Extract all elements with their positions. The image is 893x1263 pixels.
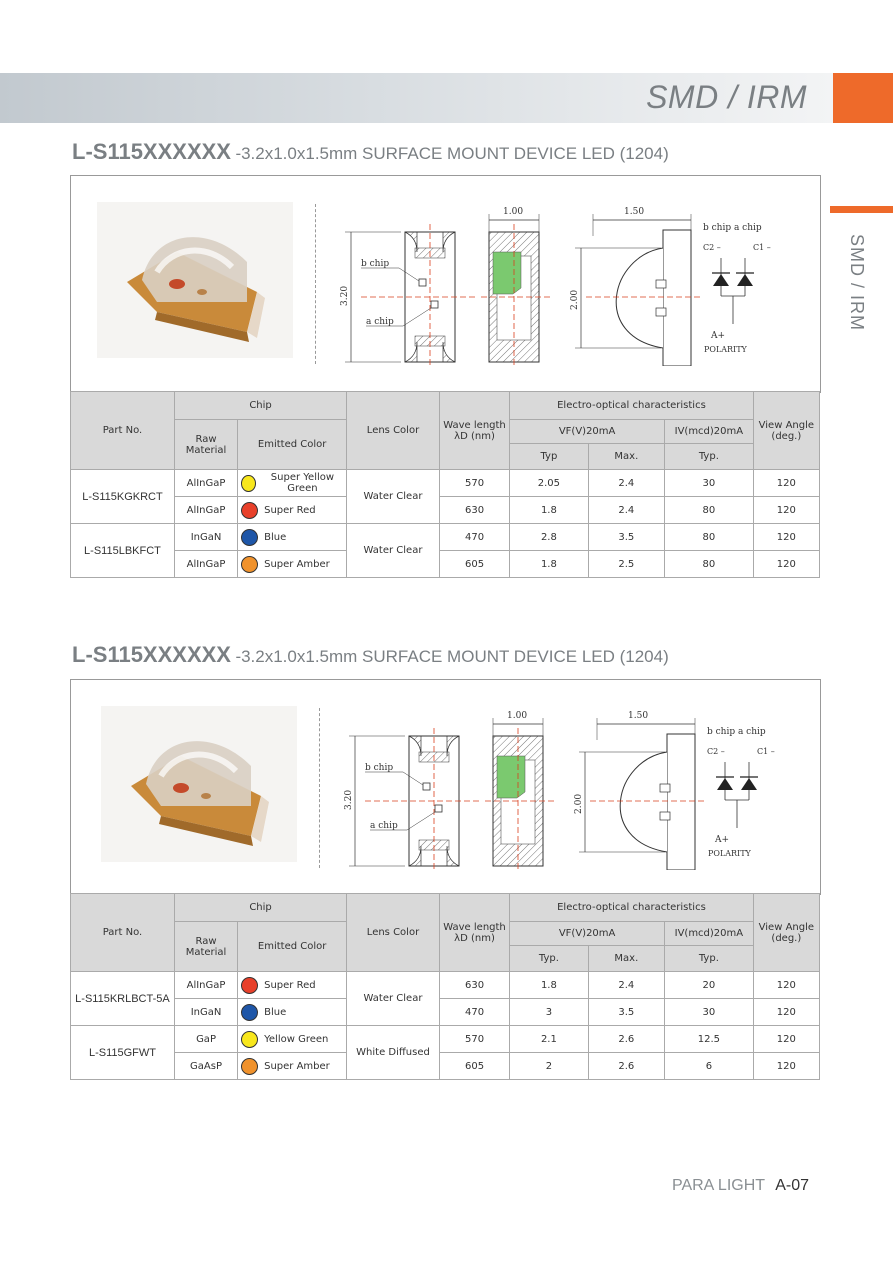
header-vf: VF(V)20mA	[510, 420, 665, 444]
section-description: -3.2x1.0x1.5mm SURFACE MOUNT DEVICE LED (1204)	[235, 647, 669, 666]
label-c1: C1 –	[753, 243, 771, 252]
color-dot-icon	[241, 475, 256, 492]
dim-height: 2.00	[574, 793, 584, 814]
vf-typ: 1.8	[510, 497, 588, 524]
header-wavelength: Wave length λD (nm)	[439, 894, 509, 972]
header-title: SMD / IRM	[646, 79, 807, 115]
label-b-chip: b chip	[365, 763, 394, 773]
raw-material: GaP	[174, 1026, 237, 1053]
label-c2: C2 –	[703, 243, 721, 252]
section-description: -3.2x1.0x1.5mm SURFACE MOUNT DEVICE LED (1204)	[235, 144, 669, 163]
header-electro-optical: Electro-optical characteristics	[510, 392, 754, 420]
raw-material: AlInGaP	[174, 551, 237, 578]
spec-table	[70, 893, 820, 1080]
dim-width: 1.00	[503, 207, 524, 217]
iv-typ: 30	[665, 999, 754, 1026]
lens-color: Water Clear	[347, 524, 440, 578]
color-name: Super Yellow Green	[270, 472, 335, 494]
header-iv-typ: Typ.	[665, 946, 754, 972]
dim-length: 3.20	[340, 285, 350, 306]
drawing-panel	[70, 175, 821, 393]
lens-color: White Diffused	[347, 1026, 440, 1080]
section-title	[72, 642, 669, 668]
raw-material: GaAsP	[174, 1053, 237, 1080]
iv-typ: 80	[665, 551, 754, 578]
label-a-chip: a chip	[366, 317, 394, 327]
section-part-series: L-S115XXXXXX	[72, 139, 231, 164]
iv-typ: 6	[665, 1053, 754, 1080]
view-angle: 120	[753, 1026, 819, 1053]
side-accent	[830, 206, 893, 213]
diode-b-icon	[713, 274, 729, 286]
led-photo	[97, 202, 293, 358]
header-lens-color: Lens Color	[347, 894, 440, 972]
header-vf-max: Max.	[588, 444, 664, 470]
diode-a-icon	[741, 778, 757, 790]
label-polarity: POLARITY	[704, 345, 747, 354]
view-angle: 120	[753, 497, 819, 524]
vf-max: 3.5	[588, 999, 664, 1026]
raw-material: AlInGaP	[174, 497, 237, 524]
header-iv: IV(mcd)20mA	[665, 420, 754, 444]
iv-typ: 30	[665, 470, 754, 497]
color-name: Blue	[264, 1006, 287, 1018]
part-number: L-S115LBKFCT	[71, 524, 175, 578]
drawing-panel	[70, 679, 821, 895]
header-emitted-color: Emitted Color	[238, 922, 347, 972]
color-name: Super Red	[264, 979, 316, 991]
header-vf-typ: Typ	[510, 444, 588, 470]
raw-material: InGaN	[174, 999, 237, 1026]
color-dot-icon	[241, 1004, 258, 1021]
vf-typ: 2.8	[510, 524, 588, 551]
vf-max: 2.6	[588, 1026, 664, 1053]
iv-typ: 80	[665, 497, 754, 524]
color-dot-icon	[241, 556, 258, 573]
part-number: L-S115GFWT	[71, 1026, 175, 1080]
color-name: Yellow Green	[264, 1033, 329, 1045]
header-accent	[833, 73, 893, 123]
vf-max: 2.4	[588, 497, 664, 524]
circuit-title: b chip a chip	[703, 223, 762, 233]
emitted-color	[238, 470, 347, 497]
color-dot-icon	[241, 502, 258, 519]
circuit-title: b chip a chip	[707, 727, 766, 737]
emitted-color	[238, 497, 347, 524]
view-angle: 120	[753, 470, 819, 497]
page-number: A-07	[775, 1177, 809, 1194]
dim-depth: 1.50	[624, 207, 645, 217]
color-dot-icon	[241, 1058, 258, 1075]
section-part-series: L-S115XXXXXX	[72, 642, 231, 667]
table-row	[71, 497, 820, 524]
vf-typ: 3	[510, 999, 588, 1026]
table-row	[71, 524, 820, 551]
header-emitted-color: Emitted Color	[238, 420, 347, 470]
wavelength: 630	[439, 972, 509, 999]
vf-typ: 2	[510, 1053, 588, 1080]
table-row	[71, 1053, 820, 1080]
header-chip: Chip	[174, 392, 346, 420]
iv-typ: 12.5	[665, 1026, 754, 1053]
wavelength: 470	[439, 999, 509, 1026]
emitted-color	[238, 999, 347, 1026]
header-view-angle: View Angle (deg.)	[753, 392, 819, 470]
emitted-color	[238, 1026, 347, 1053]
view-angle: 120	[753, 999, 819, 1026]
emitted-color	[238, 551, 347, 578]
table-row	[71, 972, 820, 999]
color-name: Blue	[264, 531, 287, 543]
dim-depth: 1.50	[628, 711, 649, 721]
header-iv-typ: Typ.	[665, 444, 754, 470]
wavelength: 570	[439, 470, 509, 497]
header-iv: IV(mcd)20mA	[665, 922, 754, 946]
color-name: Super Amber	[264, 1060, 330, 1072]
vf-max: 2.5	[588, 551, 664, 578]
wavelength: 630	[439, 497, 509, 524]
table-row	[71, 551, 820, 578]
label-c1: C1 –	[757, 747, 775, 756]
vf-typ: 2.05	[510, 470, 588, 497]
dim-width: 1.00	[507, 711, 528, 721]
raw-material: AlInGaP	[174, 972, 237, 999]
table-row	[71, 1026, 820, 1053]
header-vf: VF(V)20mA	[510, 922, 665, 946]
wavelength: 470	[439, 524, 509, 551]
label-b-chip: b chip	[361, 259, 390, 269]
iv-typ: 80	[665, 524, 754, 551]
color-dot-icon	[241, 1031, 258, 1048]
header-view-angle: View Angle (deg.)	[753, 894, 819, 972]
side-label: SMD / IRM	[847, 234, 867, 331]
section-title	[72, 139, 669, 165]
led-photo	[101, 706, 297, 862]
emitted-color	[238, 524, 347, 551]
part-number: L-S115KRLBCT-5A	[71, 972, 175, 1026]
header-chip: Chip	[174, 894, 346, 922]
header-wavelength: Wave length λD (nm)	[439, 392, 509, 470]
led-photo-frame	[97, 202, 293, 358]
color-dot-icon	[241, 977, 258, 994]
header-lens-color: Lens Color	[347, 392, 440, 470]
diode-b-icon	[717, 778, 733, 790]
lens-color: Water Clear	[347, 470, 440, 524]
wavelength: 570	[439, 1026, 509, 1053]
vf-typ: 2.1	[510, 1026, 588, 1053]
label-c2: C2 –	[707, 747, 725, 756]
footer-brand: PARA LIGHT	[671, 1177, 765, 1194]
package-drawing	[311, 186, 791, 366]
vf-typ: 1.8	[510, 551, 588, 578]
vf-typ: 1.8	[510, 972, 588, 999]
header-band	[0, 73, 833, 123]
drawing-area	[311, 186, 791, 370]
iv-typ: 20	[665, 972, 754, 999]
diode-a-icon	[737, 274, 753, 286]
spec-table	[70, 391, 820, 578]
header-raw-material: Raw Material	[174, 922, 237, 972]
label-a-chip: a chip	[370, 821, 398, 831]
dim-height: 2.00	[570, 289, 580, 310]
header-part-no: Part No.	[71, 894, 175, 972]
dim-length: 3.20	[344, 789, 354, 810]
header-electro-optical: Electro-optical characteristics	[510, 894, 754, 922]
header-vf-typ: Typ.	[510, 946, 588, 972]
wavelength: 605	[439, 551, 509, 578]
header-raw-material: Raw Material	[174, 420, 237, 470]
lens-color: Water Clear	[347, 972, 440, 1026]
wavelength: 605	[439, 1053, 509, 1080]
label-polarity: POLARITY	[708, 849, 751, 858]
color-dot-icon	[241, 529, 258, 546]
vf-max: 2.6	[588, 1053, 664, 1080]
table-row	[71, 470, 820, 497]
raw-material: InGaN	[174, 524, 237, 551]
view-angle: 120	[753, 972, 819, 999]
header-vf-max: Max.	[588, 946, 664, 972]
header-part-no: Part No.	[71, 392, 175, 470]
view-angle: 120	[753, 1053, 819, 1080]
label-anode: A+	[711, 331, 726, 341]
drawing-area	[315, 690, 795, 874]
led-photo-frame	[101, 706, 297, 862]
part-number: L-S115KGKRCT	[71, 470, 175, 524]
label-anode: A+	[715, 835, 730, 845]
footer	[672, 1177, 809, 1195]
vf-max: 2.4	[588, 470, 664, 497]
raw-material: AlInGaP	[174, 470, 237, 497]
view-angle: 120	[753, 524, 819, 551]
emitted-color	[238, 972, 347, 999]
package-drawing	[315, 690, 795, 870]
vf-max: 3.5	[588, 524, 664, 551]
color-name: Super Amber	[264, 558, 330, 570]
color-name: Super Red	[264, 504, 316, 516]
table-row	[71, 999, 820, 1026]
vf-max: 2.4	[588, 972, 664, 999]
emitted-color	[238, 1053, 347, 1080]
view-angle: 120	[753, 551, 819, 578]
